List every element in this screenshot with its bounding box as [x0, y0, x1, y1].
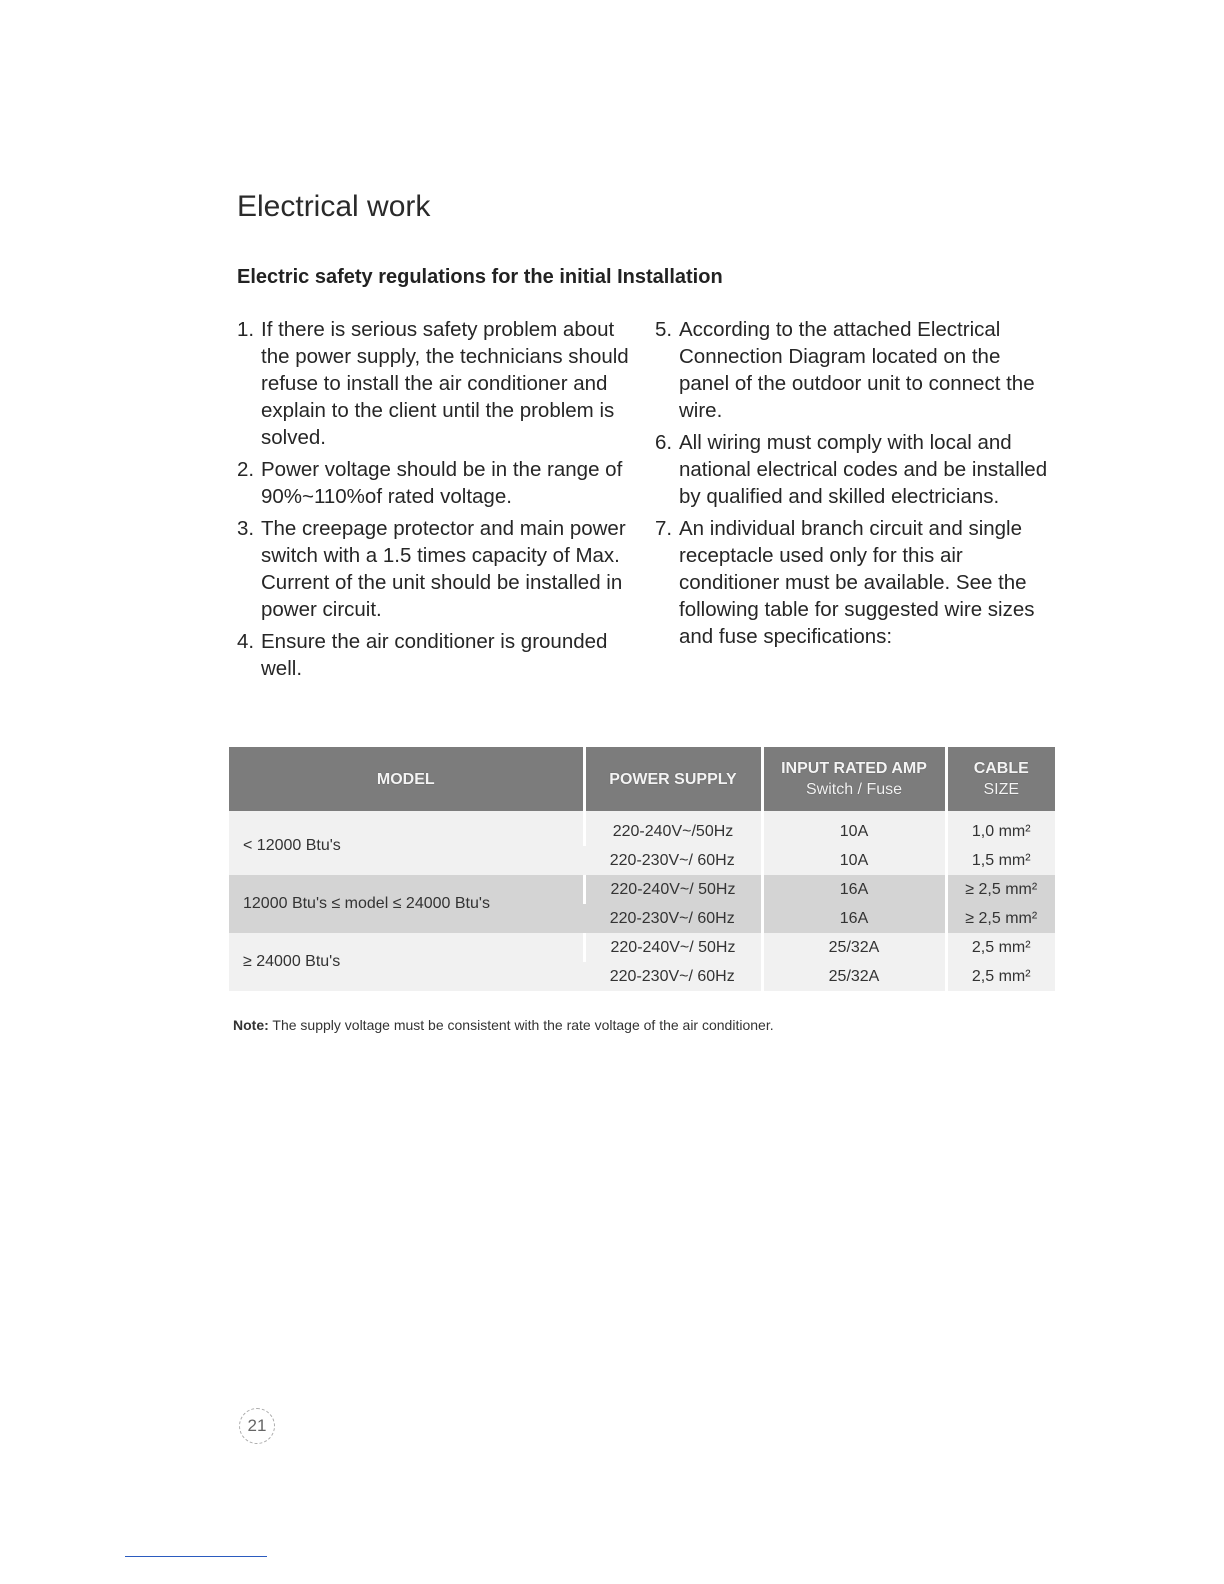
page-number: 21: [239, 1408, 275, 1444]
header-power-supply: POWER SUPPLY: [584, 747, 762, 811]
power-cell: 220-230V~/ 60Hz: [584, 904, 762, 933]
header-amp-subtitle: Switch / Fuse: [805, 781, 903, 798]
power-cell: 220-240V~/ 50Hz: [584, 875, 762, 904]
power-cell: 220-240V~/ 50Hz: [584, 933, 762, 962]
item-text: According to the attached Electrical Connection Diagram located on the panel of the outdoor unit to connect the wire.: [679, 318, 1035, 422]
item-text: If there is serious safety problem about the power supply, the technicians should refuse to install the air conditioner and explain to the client until the problem is solved.: [261, 318, 629, 449]
amp-cell: 10A: [762, 846, 946, 875]
list-item: [237, 515, 637, 623]
item-number: 3.: [237, 517, 255, 540]
header-cable-title: CABLE: [973, 760, 1029, 777]
table-row: [229, 933, 1055, 962]
item-text: Power voltage should be in the range of 90%~110%of rated voltage.: [261, 458, 623, 508]
list-item: [237, 316, 637, 451]
item-number: 4.: [237, 630, 255, 653]
regulations-list-left: [237, 316, 637, 687]
model-cell: ≥ 24000 Btu's: [229, 933, 584, 991]
cable-cell: 1,5 mm²: [946, 846, 1055, 875]
cable-cell: 2,5 mm²: [946, 962, 1055, 991]
section-subtitle: Electric safety regulations for the initial Installation: [237, 266, 723, 288]
amp-cell: 16A: [762, 875, 946, 904]
header-amp-title: INPUT RATED AMP: [781, 760, 927, 777]
power-cell: 220-230V~/ 60Hz: [584, 962, 762, 991]
header-input-rated-amp: [762, 747, 946, 811]
item-text: Ensure the air conditioner is grounded well.: [261, 630, 608, 680]
item-number: 5.: [655, 318, 673, 341]
amp-cell: 25/32A: [762, 962, 946, 991]
note-label: Note:: [233, 1017, 269, 1033]
item-text: The creepage protector and main power switch with a 1.5 times capacity of Max. Current of the unit should be installed in power circuit.: [261, 517, 626, 621]
list-item: [237, 456, 637, 510]
regulations-list-right: [655, 316, 1055, 655]
header-cable-size: [946, 747, 1055, 811]
list-item: [655, 316, 1055, 424]
model-cell: < 12000 Btu's: [229, 811, 584, 875]
item-number: 1.: [237, 318, 255, 341]
list-item: [655, 515, 1055, 650]
table-header-row: [229, 747, 1055, 811]
note-body: The supply voltage must be consistent with the rate voltage of the air conditioner.: [268, 1017, 774, 1033]
power-cell: 220-230V~/ 60Hz: [584, 846, 762, 875]
cable-cell: 2,5 mm²: [946, 933, 1055, 962]
header-cable-subtitle: SIZE: [983, 781, 1020, 798]
amp-cell: 16A: [762, 904, 946, 933]
table-row: [229, 811, 1055, 846]
model-cell: 12000 Btu's ≤ model ≤ 24000 Btu's: [229, 875, 584, 933]
note-text: [233, 1017, 774, 1033]
item-text: An individual branch circuit and single receptacle used only for this air conditioner must be available. See the following table for suggested wire sizes and fuse specifications:: [679, 517, 1035, 648]
table-row: [229, 875, 1055, 904]
item-number: 6.: [655, 431, 673, 454]
item-number: 2.: [237, 458, 255, 481]
header-model: MODEL: [229, 747, 584, 811]
cable-cell: ≥ 2,5 mm²: [946, 904, 1055, 933]
item-number: 7.: [655, 517, 673, 540]
amp-cell: 25/32A: [762, 933, 946, 962]
list-item: [655, 429, 1055, 510]
cable-cell: 1,0 mm²: [946, 811, 1055, 846]
item-text: All wiring must comply with local and national electrical codes and be installed by qualified and skilled electricians.: [679, 431, 1048, 508]
cable-cell: ≥ 2,5 mm²: [946, 875, 1055, 904]
wire-spec-table: [229, 747, 1055, 991]
power-cell: 220-240V~/50Hz: [584, 811, 762, 846]
list-item: [237, 628, 637, 682]
footer-divider: [125, 1556, 267, 1557]
amp-cell: 10A: [762, 811, 946, 846]
page-title: Electrical work: [237, 190, 431, 223]
